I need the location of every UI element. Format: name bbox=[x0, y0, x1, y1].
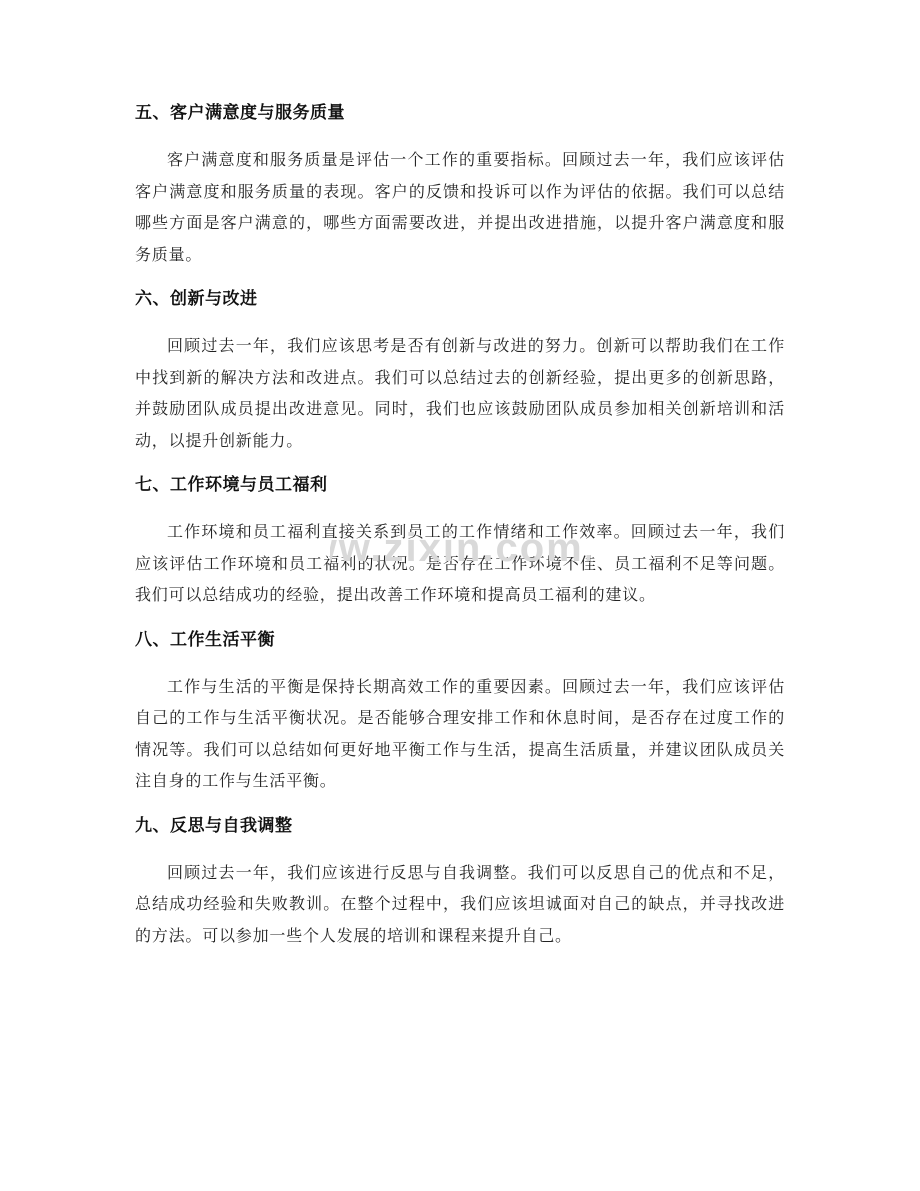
section-paragraph: 工作环境和员工福利直接关系到员工的工作情绪和工作效率。回顾过去一年，我们应该评估工作环境和员工福利的状况。是否存在工作环境不佳、员工福利不足等问题。我们可以总结成功的经验，提出改善工作环境和提高员工福利的建议。 bbox=[135, 522, 785, 604]
section-customer-satisfaction bbox=[135, 100, 785, 270]
section-title: 八、工作生活平衡 bbox=[135, 629, 275, 650]
section-paragraph: 回顾过去一年，我们应该思考是否有创新与改进的努力。创新可以帮助我们在工作中找到新的解决方法和改进点。我们可以总结过去的创新经验，提出更多的创新思路，并鼓励团队成员提出改进意见。同时，我们也应该鼓励团队成员参加相关创新培训和活动，以提升创新能力。 bbox=[135, 336, 785, 450]
section-title: 九、反思与自我调整 bbox=[135, 815, 293, 836]
section-paragraph: 工作与生活的平衡是保持长期高效工作的重要因素。回顾过去一年，我们应该评估自己的工作与生活平衡状况。是否能够合理安排工作和休息时间，是否存在过度工作的情况等。我们可以总结如何更好地平衡工作与生活，提高生活质量，并建议团队成员关注自身的工作与生活平衡。 bbox=[135, 676, 785, 790]
document-content bbox=[135, 100, 785, 967]
section-innovation bbox=[135, 286, 785, 456]
section-paragraph: 客户满意度和服务质量是评估一个工作的重要指标。回顾过去一年，我们应该评估客户满意度和服务质量的表现。客户的反馈和投诉可以作为评估的依据。我们可以总结哪些方面是客户满意的，哪些方面需要改进，并提出改进措施，以提升客户满意度和服务质量。 bbox=[135, 150, 785, 264]
section-title: 六、创新与改进 bbox=[135, 289, 258, 309]
section-paragraph: 回顾过去一年，我们应该进行反思与自我调整。我们可以反思自己的优点和不足，总结成功经验和失败教训。在整个过程中，我们应该坦诚面对自己的缺点，并寻找改进的方法。可以参加一些个人发展的培训和课程来提升自己。 bbox=[135, 862, 785, 945]
section-title: 七、工作环境与员工福利 bbox=[135, 475, 328, 495]
section-work-environment bbox=[135, 472, 785, 611]
section-title: 五、客户满意度与服务质量 bbox=[135, 103, 345, 123]
watermark-text: w.zixin.com bbox=[338, 526, 584, 570]
section-work-life-balance bbox=[135, 627, 785, 797]
section-reflection bbox=[135, 813, 785, 952]
